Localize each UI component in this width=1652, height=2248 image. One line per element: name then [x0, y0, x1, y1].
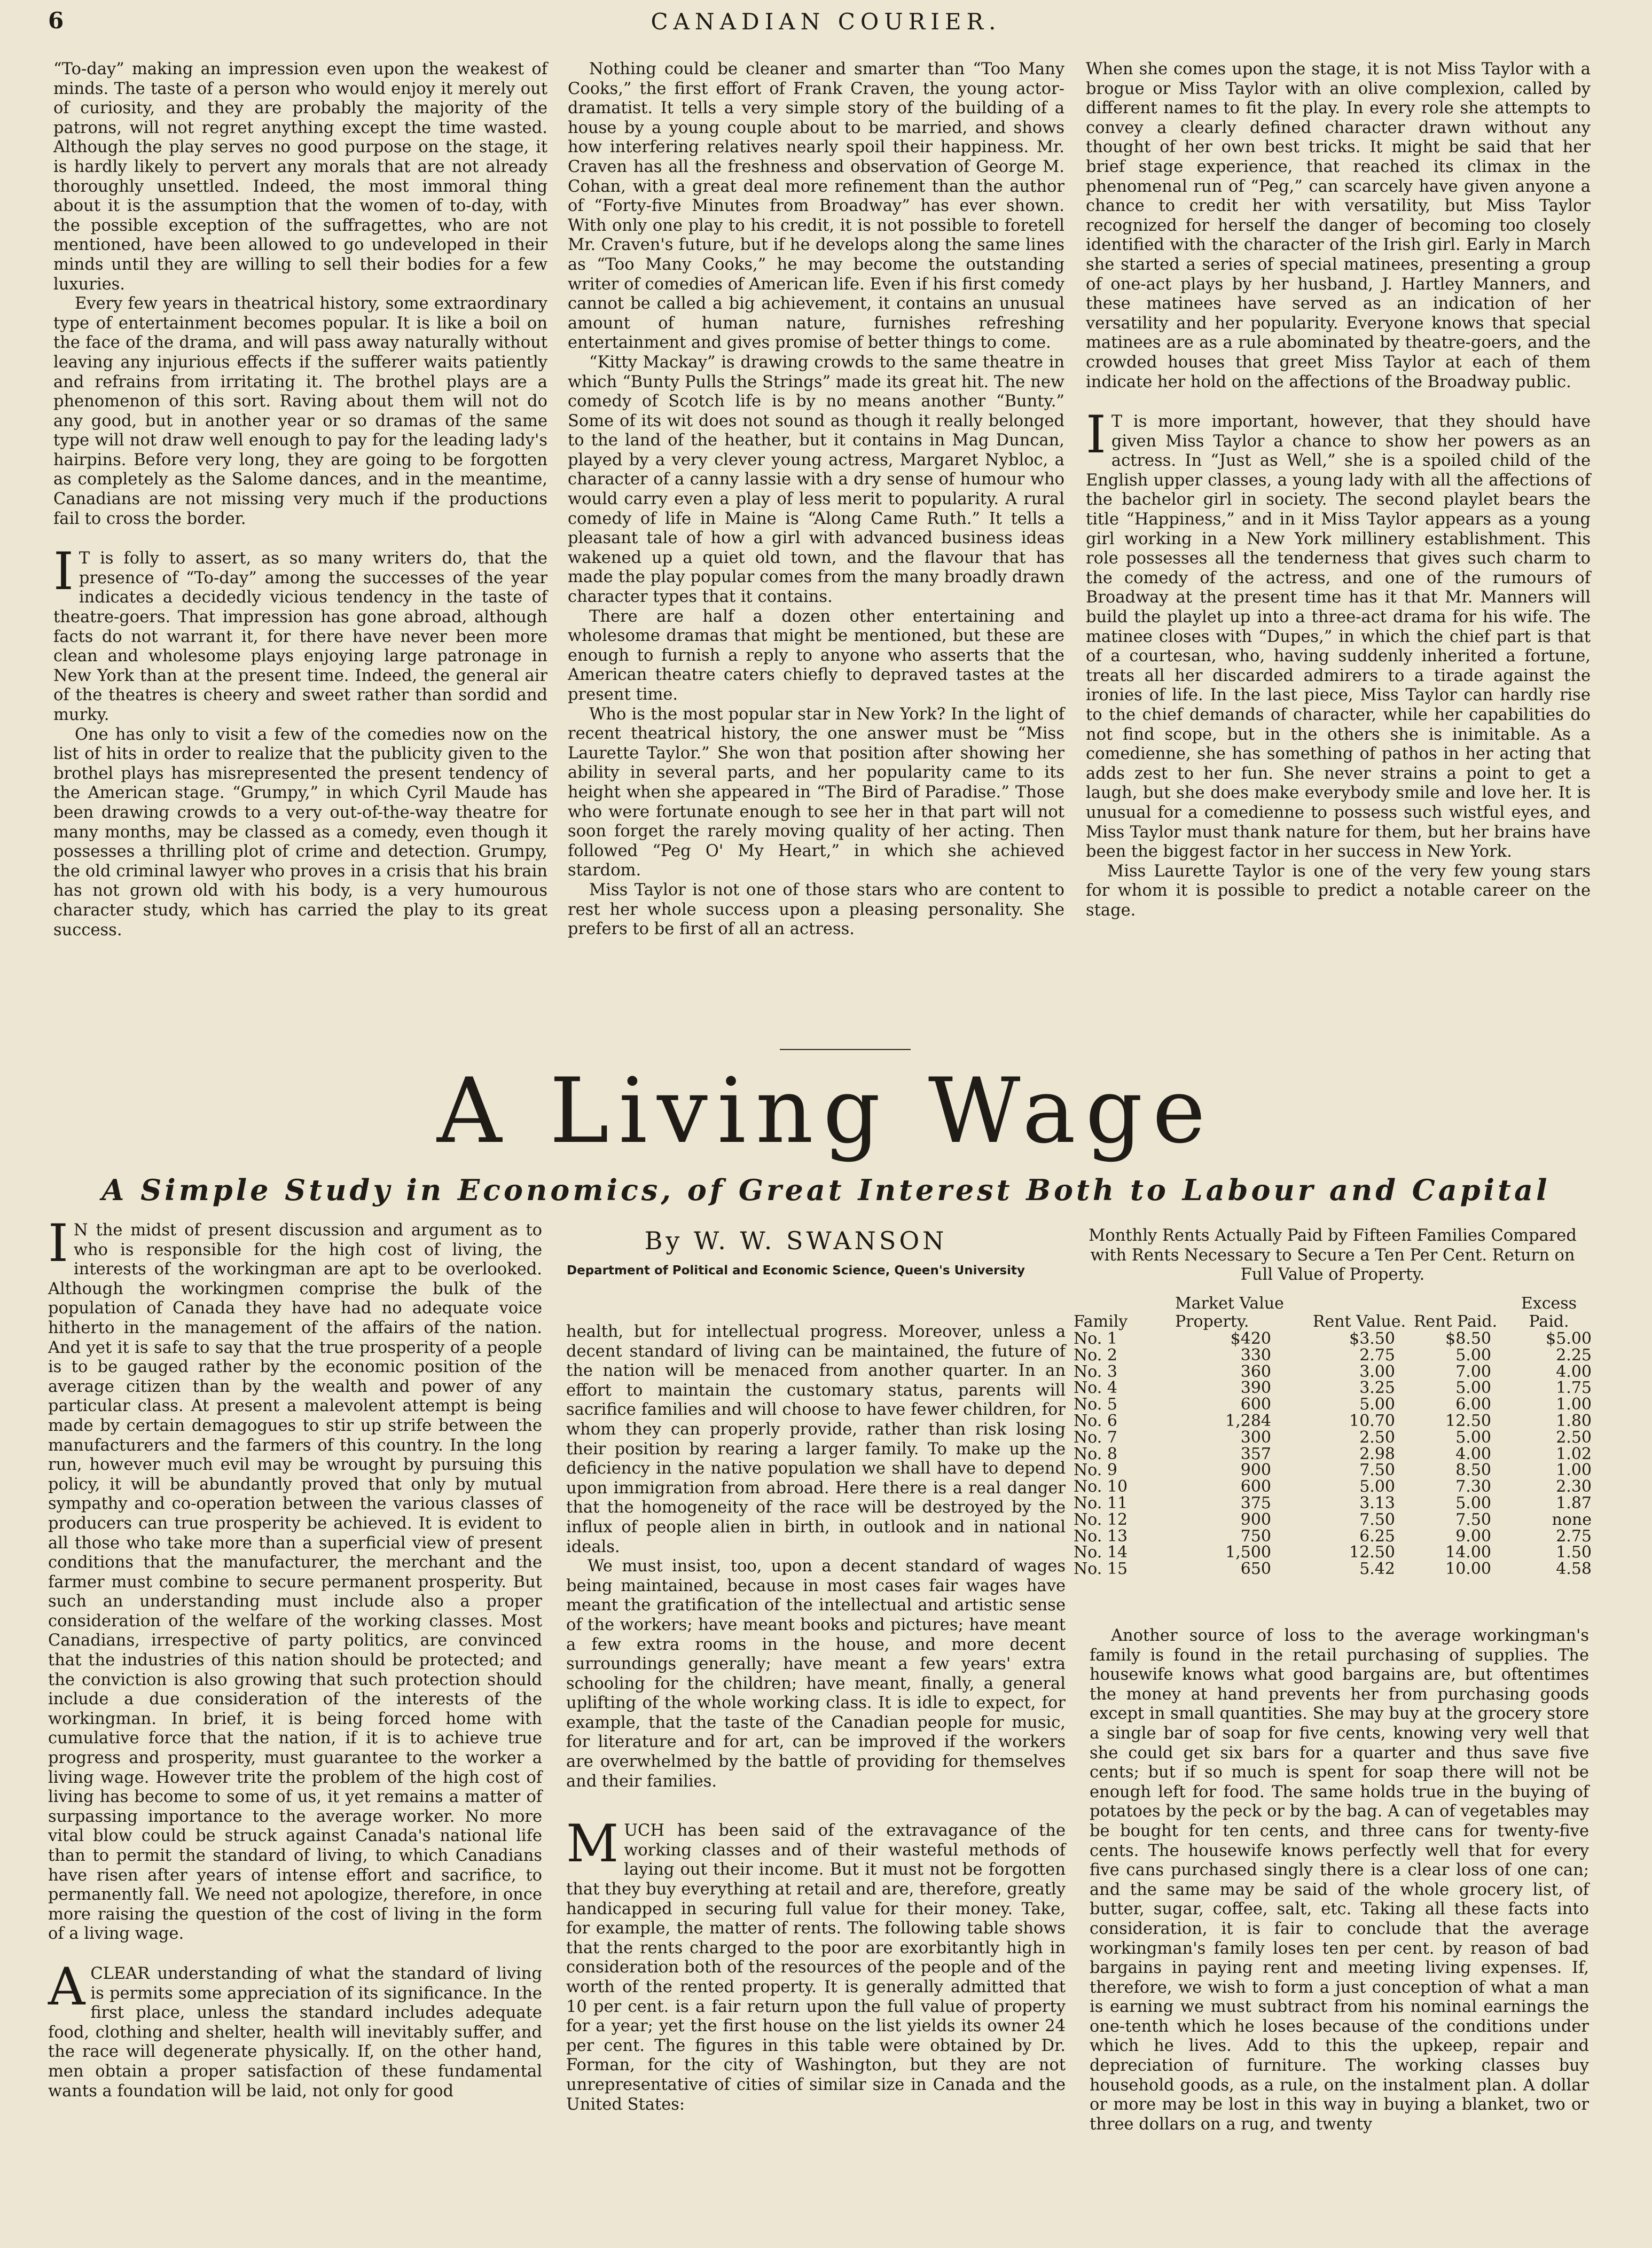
table-cell: 2.50 [1359, 1428, 1395, 1447]
paragraph: I T is folly to assert, as so many writers do, that the presence of “To-day” among the successes of the year indicates a decidedly vicious tendency in the taste of theatre-goers. That impression has gone abroad, although facts do not warrant it, for there have never been more clean and wholesome plays enjoying large patronage in New York than at the present time. Indeed, the general air of the theatres is cheery and sweet rather than sordid and murky. [53, 542, 547, 724]
table-cell: 4.58 [1556, 1560, 1592, 1579]
paragraph: Nothing could be cleaner and smarter than “Too Many Cooks,” the first effort of Frank Craven, the young actor-dramatist. It tells a very simple story of the building of a house by a young couple about to be married, and shows how interfering relatives nearly spoil their happiness. Mr. Craven has all the freshness and observation of George M. Cohan, with a great deal more refinement than the author of “Forty-five Minutes from Broadway” has ever shown. With only one play to his credit, it is not possible to foretell Mr. Craven's future, but if he develops along the same lines as “Too Many Cooks,” he may become the outstanding writer of comedies of American life. Even if his first comedy cannot be called a big achievement, it contains an unusual amount of human nature, furnishes refreshing entertainment and gives promise of better things to come. [568, 60, 1064, 353]
table-row [1074, 1495, 1597, 1512]
table-cell: 7.00 [1455, 1362, 1491, 1381]
table-cell: 10.70 [1349, 1411, 1395, 1430]
table-cell: 4.00 [1455, 1444, 1491, 1463]
article-column-3 [1090, 1626, 1589, 2134]
table-cell: 750 [1240, 1526, 1271, 1546]
table-cell: 5.00 [1455, 1428, 1491, 1447]
table-row [1074, 1380, 1597, 1397]
table-cell: 375 [1240, 1493, 1271, 1513]
table-cell: $8.50 [1445, 1329, 1491, 1348]
top-column-2 [568, 60, 1064, 939]
table-row [1074, 1479, 1597, 1495]
drop-cap: I [48, 1213, 68, 1273]
paragraph: One has only to visit a few of the comedies now on the list of hits in order to realize that the publicity given to the brothel plays has misrepresented the present tendency of the American stage. “Grumpy,” in which Cyril Maude has been drawing crowds to a very out-of-the-way theatre for many months, may be classed as a comedy, even though it possesses a thrilling plot of crime and detection. Grumpy, the old criminal lawyer who proves in a crisis that his brain has not grown old with his body, is a very humourous character study, which has carried the play to its great success. [53, 725, 547, 939]
table-row [1074, 1529, 1597, 1545]
table-cell: No. 3 [1074, 1362, 1117, 1381]
table-cell: 9.00 [1455, 1526, 1491, 1546]
table-cell: 900 [1240, 1510, 1271, 1529]
paragraph: I T is more important, however, that they should have given Miss Taylor a chance to show her powers as an actress. In “Just as Well,” she is a spoiled child of the English upper classes, a young lady with all the affections of the bachelor girl in society. The second playlet bears the title “Happiness,” and in it Miss Taylor appears as a young girl working in a New York millinery establishment. This role possesses all the tenderness that gives such charm to the comedy of the actress, and one of the rumours of Broadway at the present time has it that Mr. Manners will build the playlet up into a three-act drama for his wife. The matinee closes with “Dupes,” in which the chief part is that of a courtesan, who, having suddenly inherited a fortune, treats all her discarded admirers to a tirade against the ironies of life. In the last piece, Miss Taylor can hardly rise to the chief demands of character, while her capabilities do not find scope, but in the others she is inimitable. As a comedienne, she has something of pathos in her acting that adds zest to her fun. She never strains a point to get a laugh, but she does make everybody smile and love her. It is unusual for a comedienne to possess such wistful eyes, and Miss Taylor must thank nature for them, but her brains have been the biggest factor in her success in New York. [1086, 405, 1591, 861]
rent-table-header-row [1074, 1295, 1597, 1331]
paragraph: ACLEAR understanding of what the standard of living is permits some appreciation of its significance. In the first place, unless the standard includes adequate food, clothing and shelter, health will inevitably suffer, and the race will degenerate physically. If, on the other hand, men obtain a proper satisfaction of these fundamental wants a foundation will be laid, not only for good [48, 1956, 542, 2101]
rent-table [1074, 1295, 1597, 1578]
paragraph: Every few years in theatrical history, some extraordinary type of entertainment becomes popular. It is like a boil on the face of the drama, and will pass away naturally without leaving any injurious effects if the sufferer waits patiently and refrains from irritating it. The brothel plays are a phenomenon of this sort. Raving about them will not do any good, but in another year or so dramas of the same type will not draw well enough to pay for the leading lady's hairpins. Before very long, they are going to be forgotten as completely as the Salome dances, and in the meantime, Canadians are not missing very much if the productions fail to cross the border. [53, 294, 547, 528]
table-cell: 12.50 [1349, 1543, 1395, 1562]
article-column-2 [566, 1322, 1066, 2114]
table-cell: 600 [1240, 1477, 1271, 1497]
table-cell: 3.00 [1359, 1362, 1395, 1381]
table-row [1074, 1413, 1597, 1430]
article-headline: A Living Wage [436, 1059, 1215, 1163]
table-cell: 6.00 [1455, 1395, 1491, 1414]
table-row [1074, 1512, 1597, 1529]
table-cell: No. 2 [1074, 1345, 1117, 1365]
paragraph: Miss Taylor is not one of those stars who are content to rest her whole success upon a pleasing personality. She prefers to be first of all an actress. [568, 880, 1064, 939]
table-cell: 8.50 [1455, 1461, 1491, 1480]
table-cell: 12.50 [1445, 1411, 1491, 1430]
table-cell: 2.50 [1556, 1428, 1592, 1447]
table-cell: No. 1 [1074, 1329, 1117, 1348]
paragraph: Miss Laurette Taylor is one of the very few young stars for whom it is possible to predict a notable career on the stage. [1086, 861, 1591, 920]
table-cell: 7.50 [1359, 1461, 1395, 1480]
drop-cap: M [566, 1814, 619, 1874]
table-cell: 390 [1240, 1378, 1271, 1398]
table-cell: 1.80 [1556, 1411, 1592, 1430]
table-cell: 3.13 [1359, 1493, 1395, 1513]
table-cell: No. 8 [1074, 1444, 1117, 1463]
paragraph: Another source of loss to the average workingman's family is found in the retail purchasing of supplies. The housewife knows what good bargains are, but oftentimes the money at hand prevents her from purchasing goods except in small quantities. She may buy at the grocery store a single bar of soap for five cents, knowing very well that she could get six bars for a quarter and thus save five cents; but if so much is spent for soap there will not be enough left for food. The same holds true in the buying of potatoes by the peck or by the bag. A can of vegetables may be bought for ten cents, and three cans for twenty-five cents. The housewife knows perfectly well that for every five cans purchased singly there is a clear loss of one can; and the same may be said of the whole grocery list, of butter, sugar, coffee, salt, etc. Taking all these facts into consideration, it is fair to conclude that the average workingman's family loses ten per cent. by reason of bad bargains in paying rent and meeting living expenses. If, therefore, we wish to form a just conception of what a man is earning we must subtract from his nominal earnings the one-tenth which he loses because of the conditions under which he lives. Add to this the upkeep, repair and depreciation of furniture. The working classes buy household goods, as a rule, on the instalment plan. A dollar or more may be lost in this way in buying a blanket, two or three dollars on a rug, and twenty [1090, 1626, 1589, 2134]
table-cell: none [1552, 1510, 1592, 1529]
section-divider [780, 1049, 911, 1050]
rent-table-caption: Monthly Rents Actually Paid by Fifteen Families Compared with Rents Necessary to Secure a Ten Per Cent. Return on Full Value of Property. [1089, 1226, 1577, 1284]
top-column-3 [1086, 60, 1591, 921]
column-header: Market Value Property. [1175, 1294, 1284, 1331]
table-cell: No. 7 [1074, 1428, 1117, 1447]
table-cell: 1,500 [1225, 1543, 1271, 1562]
column-header: Rent Paid. [1413, 1312, 1498, 1331]
table-cell: 5.00 [1455, 1493, 1491, 1513]
table-cell: 2.25 [1556, 1345, 1592, 1365]
table-cell: $420 [1230, 1329, 1271, 1348]
table-cell: 14.00 [1445, 1543, 1491, 1562]
table-cell: 5.42 [1359, 1560, 1395, 1579]
table-cell: 330 [1240, 1345, 1271, 1365]
table-row [1074, 1348, 1597, 1364]
running-head: CANADIAN COURIER. [651, 9, 1001, 35]
paragraph: “To-day” making an impression even upon the weakest of minds. The taste of a person who would enjoy it merely out of curiosity, and they are probably the majority of the patrons, will not regret anything except the time wasted. Although the play serves no good purpose on the stage, it is hardly likely to pervert any morals that are not already thoroughly unsettled. Indeed, the most immoral thing about it is the assumption that the women of to-day, with the possible exception of the suffragettes, who are not mentioned, have been allowed to go undeveloped in their minds until they are willing to sell their bodies for a few luxuries. [53, 60, 547, 294]
rent-table-wrapper [1074, 1295, 1597, 1578]
table-cell: 7.50 [1455, 1510, 1491, 1529]
top-column-1 [53, 60, 547, 940]
table-cell: No. 14 [1074, 1543, 1128, 1562]
table-cell: 7.50 [1359, 1510, 1395, 1529]
drop-cap: I [1086, 405, 1106, 465]
table-cell: 5.00 [1455, 1345, 1491, 1365]
table-row [1074, 1430, 1597, 1446]
table-cell: No. 6 [1074, 1411, 1117, 1430]
table-cell: 2.30 [1556, 1477, 1592, 1497]
table-cell: No. 13 [1074, 1526, 1128, 1546]
table-cell: 3.25 [1359, 1378, 1395, 1398]
table-cell: 1.02 [1556, 1444, 1592, 1463]
paragraph: Who is the most popular star in New York? In the light of recent theatrical history, the one answer must be “Miss Laurette Taylor.” She won that position after showing her ability in several parts, and her popularity came to its height when she appeared in “The Bird of Paradise.” Those who were fortunate enough to see her in that part will not soon forget the rarely moving quality of her acting. Then followed “Peg O' My Heart,” in which she achieved stardom. [568, 704, 1064, 880]
table-cell: 1.00 [1556, 1461, 1592, 1480]
paragraph: We must insist, too, upon a decent standard of wages being maintained, because in most cases fair wages have meant the gratification of the intellectual and artistic sense of the workers; have meant books and pictures; have meant a few extra rooms in the house, and more decent surroundings generally; have meant a few years' extra schooling for the children; have meant, finally, a general uplifting of the whole working class. It is idle to expect, for example, that the taste of the Canadian people for music, for literature and for art, can be improved if the workers are overwhelmed by the battle of providing for themselves and their families. [566, 1557, 1066, 1791]
author-affiliation: Department of Political and Economic Science, Queen's University [567, 1264, 1025, 1278]
table-cell: 600 [1240, 1395, 1271, 1414]
column-header: Family [1074, 1312, 1128, 1331]
table-cell: No. 9 [1074, 1461, 1117, 1480]
table-cell: 4.00 [1556, 1362, 1592, 1381]
table-cell: 1.00 [1556, 1395, 1592, 1414]
table-cell: No. 5 [1074, 1395, 1117, 1414]
table-cell: 2.75 [1359, 1345, 1395, 1365]
table-cell: 650 [1240, 1560, 1271, 1579]
table-cell: No. 11 [1074, 1493, 1128, 1513]
table-cell: 5.00 [1455, 1378, 1491, 1398]
table-row [1074, 1364, 1597, 1381]
table-cell: $5.00 [1546, 1329, 1592, 1348]
paragraph: MUCH has been said of the extravagance of the working classes and of their wasteful methods of laying out their income. But it must not be forgotten that they buy everything at retail and are, therefore, greatly handicapped in securing full value for their money. Take, for example, the matter of rents. The following table shows that the rents charged to the poor are exorbitantly high in consideration both of the resources of the people and of the worth of the rented property. It is generally admitted that 10 per cent. is a fair return upon the full value of property for a year; yet the first house on the list yields its owner 24 per cent. The figures in this table were obtained by Dr. Forman, for the city of Washington, but they are not unrepresentative of cities of similar size in Canada and the United States: [566, 1814, 1066, 2114]
table-row [1074, 1331, 1597, 1348]
article-byline: By W. W. SWANSON [644, 1226, 948, 1255]
table-cell: No. 15 [1074, 1560, 1128, 1579]
article-column-1 [48, 1213, 542, 2101]
table-cell: 1.75 [1556, 1378, 1592, 1398]
table-cell: No. 10 [1074, 1477, 1128, 1497]
table-cell: No. 12 [1074, 1510, 1128, 1529]
table-row [1074, 1561, 1597, 1578]
drop-cap: I [53, 542, 74, 602]
page-number: 6 [48, 7, 64, 34]
table-cell: 5.00 [1359, 1395, 1395, 1414]
table-cell: 2.75 [1556, 1526, 1592, 1546]
table-cell: 6.25 [1359, 1526, 1395, 1546]
table-cell: 300 [1240, 1428, 1271, 1447]
column-header: Excess Paid. [1521, 1294, 1577, 1331]
article-subheadline: A Simple Study in Economics, of Great Interest Both to Labour and Capital [101, 1173, 1551, 1207]
table-cell: 10.00 [1445, 1560, 1491, 1579]
paragraph: I N the midst of present discussion and argument as to who is responsible for the high cost of living, the interests of the workingman are apt to be overlooked. Although the workingmen comprise the bulk of the population of Canada they have had no adequate voice hitherto in the management of the affairs of the nation. And yet it is safe to say that the true prosperity of a people is to be gauged rather by the economic position of the average citizen than by the wealth and power of any particular class. At present a malevolent attempt is being made by certain demagogues to stir up strife between the manufacturers and the farmers of this country. In the long run, however much evil may be wrought by pursuing this policy, it will be abundantly proved that only by mutual sympathy and co-operation between the various classes of producers can true prosperity be achieved. It is evident to all those who take more than a superficial view of present conditions that the manufacturer, the merchant and the farmer must combine to secure permanent prosperity. But such an understanding must include also a proper consideration of the welfare of the working classes. Most Canadians, irrespective of party politics, are convinced that the industries of this nation should be protected; and the conviction is also growing that such protection should include a due consideration of the interests of the workingman. In brief, it is being forced home with cumulative force that the nation, if it is to achieve true progress and prosperity, must guarantee to the worker a living wage. However trite the problem of the high cost of living has become to some of us, it yet remains a matter of surpassing importance to the average worker. No more vital blow could be struck against Canada's national life than to permit the standard of living, to which Canadians have risen after years of intense effort and sacrifice, to permanently fall. We need not apologize, therefore, in once more raising the question of the cost of living in the form of a living wage. [48, 1213, 542, 1944]
column-header: Rent Value. [1312, 1312, 1406, 1331]
table-cell: $3.50 [1349, 1329, 1395, 1348]
table-cell: 7.30 [1455, 1477, 1491, 1497]
paragraph: There are half a dozen other entertaining and wholesome dramas that might be mentioned, but these are enough to furnish a reply to anyone who asserts that the American theatre caters chiefly to depraved tastes at the present time. [568, 607, 1064, 704]
drop-cap: A [48, 1956, 85, 2017]
table-row [1074, 1446, 1597, 1463]
table-cell: 1,284 [1225, 1411, 1271, 1430]
table-row [1074, 1545, 1597, 1561]
table-cell: 357 [1240, 1444, 1271, 1463]
table-cell: 1.50 [1556, 1543, 1592, 1562]
table-cell: 1.87 [1556, 1493, 1592, 1513]
table-cell: 360 [1240, 1362, 1271, 1381]
paragraph: “Kitty Mackay” is drawing crowds to the same theatre in which “Bunty Pulls the Strings” made its great hit. The new comedy of Scotch life is by no means another “Bunty.” Some of its wit does not sound as though it really belonged to the land of the heather, but it contains in Mag Duncan, played by a very clever young actress, Margaret Nybloc, a character of a canny lassie with a dry sense of humour who would carry even a play of less merit to popularity. A rural comedy of life in Maine is “Along Came Ruth.” It tells a pleasant tale of how a girl with advanced business ideas wakened up a quiet old town, and the flavour that has made the play popular comes from the many broadly drawn character types that it contains. [568, 353, 1064, 607]
table-cell: 900 [1240, 1461, 1271, 1480]
table-cell: No. 4 [1074, 1378, 1117, 1398]
table-cell: 2.98 [1359, 1444, 1395, 1463]
paragraph: When she comes upon the stage, it is not Miss Taylor with a brogue or Miss Taylor with an olive complexion, called by different names to fit the play. In every role she attempts to convey a clearly defined character drawn without any thought of her own best tricks. It might be said that her brief stage experience, that reached its climax in the phenomenal run of “Peg,” can scarcely have given anyone a chance to credit her with versatility, but Miss Taylor recognized for herself the danger of becoming too closely identified with the character of the Irish girl. Early in March she started a series of special matinees, presenting a group of one-act plays by her husband, J. Hartley Manners, and these matinees have served as an indication of her versatility and her popularity. Everyone knows that special matinees are as a rule abominated by theatre-goers, and the crowded houses that greet Miss Taylor at each of them indicate her hold on the affections of the Broadway public. [1086, 60, 1591, 391]
table-cell: 5.00 [1359, 1477, 1395, 1497]
table-row [1074, 1397, 1597, 1413]
paragraph: health, but for intellectual progress. Moreover, unless a decent standard of living can be maintained, the future of the nation will be menaced from another quarter. In an effort to maintain the customary status, parents will sacrifice families and will choose to have fewer children, for whom they can properly provide, rather than risk losing their position by rearing a larger family. To make up the deficiency in the native population we shall have to depend upon immigration from abroad. Here there is a real danger that the homogeneity of the race will be destroyed by the influx of people alien in birth, in outlook and in national ideals. [566, 1322, 1066, 1556]
table-row [1074, 1462, 1597, 1479]
